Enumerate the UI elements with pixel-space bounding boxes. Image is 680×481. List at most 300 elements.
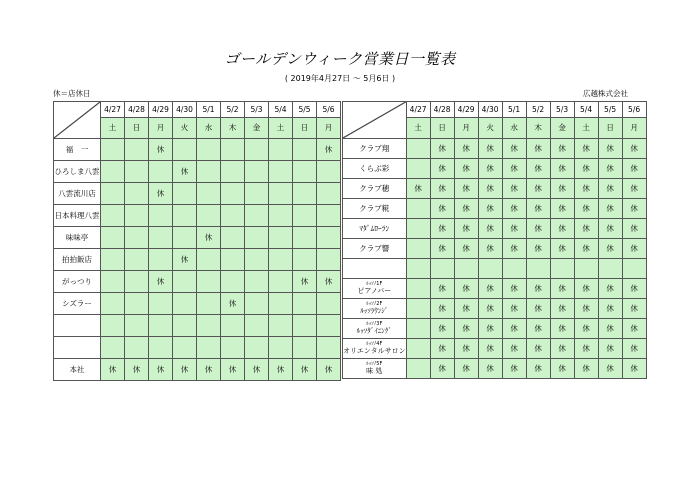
closure-cell: 休 [149,271,173,293]
closure-cell [125,139,149,161]
table-row [54,359,341,381]
shop-name-cell [343,299,407,319]
weekday-header: 土 [574,118,598,139]
closure-cell: 休 [550,159,574,179]
closure-cell: 休 [598,239,622,259]
date-header: 5/5 [293,102,317,118]
closure-cell: 休 [598,159,622,179]
closure-cell [293,227,317,249]
closure-cell [125,183,149,205]
table-row [343,159,647,179]
closure-cell: 休 [454,319,478,339]
closure-cell: 休 [550,179,574,199]
closure-cell: 休 [574,159,598,179]
closure-cell [245,205,269,227]
closure-cell: 休 [598,219,622,239]
closure-cell [197,271,221,293]
right-schedule-table [342,101,647,379]
closure-cell: 休 [430,279,454,299]
shop-floor-label: ﾙｯｿﾉ3F [366,321,383,327]
closure-cell [149,227,173,249]
closure-cell: 休 [574,239,598,259]
closure-cell [454,259,478,279]
closure-cell: 休 [526,319,550,339]
closure-cell: 休 [430,319,454,339]
closure-cell: 休 [430,139,454,159]
closure-cell: 休 [526,359,550,379]
closure-cell [526,259,550,279]
shop-floor-label: ﾙｯｿﾉ1F [366,281,383,287]
closure-cell [269,183,293,205]
table-row [343,199,647,219]
closure-cell [197,249,221,271]
closure-cell: 休 [317,139,341,161]
closure-cell [245,271,269,293]
closure-cell: 休 [149,139,173,161]
closure-cell [245,227,269,249]
closure-cell: 休 [502,339,526,359]
closure-cell [245,293,269,315]
closure-cell [317,249,341,271]
closure-cell: 休 [598,359,622,379]
closure-cell [317,315,341,337]
closure-cell [125,337,149,359]
weekday-header: 土 [406,118,430,139]
closure-cell [269,271,293,293]
date-header: 5/4 [574,102,598,118]
closure-cell [101,161,125,183]
table-row [54,183,341,205]
closure-cell: 休 [478,239,502,259]
table-row [54,249,341,271]
closure-cell [101,293,125,315]
closure-cell: 休 [430,359,454,379]
closure-cell: 休 [454,199,478,219]
closure-cell [293,139,317,161]
closure-cell [197,139,221,161]
closure-cell [293,205,317,227]
closure-cell: 休 [454,159,478,179]
closure-cell: 休 [622,339,646,359]
date-header: 5/1 [502,102,526,118]
closure-cell [245,315,269,337]
closure-cell [173,139,197,161]
table-row [343,359,647,379]
shop-name: 味 処 [366,367,383,375]
closure-cell [269,315,293,337]
closure-cell [197,205,221,227]
closure-cell: 休 [478,299,502,319]
closure-cell: 休 [550,359,574,379]
closure-cell [125,205,149,227]
closure-cell: 休 [550,139,574,159]
closure-cell: 休 [454,219,478,239]
closure-cell: 休 [550,219,574,239]
closure-cell: 休 [502,179,526,199]
closure-cell [317,337,341,359]
table-row [54,337,341,359]
company-name: 広越株式会社 [583,89,628,98]
closure-cell [173,205,197,227]
table-row [343,259,647,279]
closure-cell [245,249,269,271]
closure-cell: 休 [502,239,526,259]
closure-cell: 休 [598,199,622,219]
closure-cell: 休 [454,179,478,199]
date-header: 5/6 [317,102,341,118]
closure-cell: 休 [454,239,478,259]
shop-name: ﾏﾀﾞﾑﾛｰﾗﾝ [343,219,407,239]
closure-cell [317,183,341,205]
date-header: 5/2 [526,102,550,118]
shop-name: がっつり [54,271,101,293]
closure-cell [149,249,173,271]
closure-cell [406,239,430,259]
shop-name: ﾙｯｿﾗｳﾝｼﾞ [360,307,389,315]
closure-cell [269,205,293,227]
closure-cell: 休 [101,359,125,381]
closure-cell [430,259,454,279]
closure-cell [221,139,245,161]
weekday-header: 日 [293,118,317,139]
closure-cell: 休 [622,219,646,239]
closure-cell [197,315,221,337]
weekday-header: 金 [245,118,269,139]
closure-cell [317,205,341,227]
date-header: 4/29 [149,102,173,118]
closure-cell: 休 [526,279,550,299]
closure-cell: 休 [478,279,502,299]
shop-name: 本社 [54,359,101,381]
closure-cell: 休 [125,359,149,381]
closure-cell: 休 [406,179,430,199]
closure-cell: 休 [478,159,502,179]
closure-cell [101,315,125,337]
closure-cell [269,337,293,359]
closure-cell: 休 [502,219,526,239]
closure-cell: 休 [574,319,598,339]
weekday-header: 月 [454,118,478,139]
header-corner-cell [343,102,407,139]
closure-cell [149,205,173,227]
closure-cell: 休 [598,299,622,319]
closure-cell: 休 [502,159,526,179]
shop-name: 日本料理八雲 [54,205,101,227]
closure-cell: 休 [502,319,526,339]
closure-cell: 休 [526,239,550,259]
closure-cell [101,227,125,249]
closure-cell: 休 [317,271,341,293]
table-row [343,339,647,359]
closure-cell: 休 [293,271,317,293]
date-header: 4/29 [454,102,478,118]
shop-name-cell [343,279,407,299]
closure-cell [125,315,149,337]
weekday-header: 日 [125,118,149,139]
closure-cell [221,183,245,205]
shop-name: 八雲流川店 [54,183,101,205]
closure-cell [173,293,197,315]
weekday-header: 月 [317,118,341,139]
table-row [54,205,341,227]
closure-cell: 休 [478,339,502,359]
closure-cell: 休 [430,159,454,179]
shop-floor-label: ﾙｯｿﾉ2F [366,301,383,307]
table-row [343,239,647,259]
date-header: 5/5 [598,102,622,118]
shop-name-cell [343,319,407,339]
closure-cell [101,183,125,205]
shop-name: オリエンタルサロン [343,347,406,355]
closure-cell: 休 [574,339,598,359]
shop-name [54,337,101,359]
weekday-header: 日 [430,118,454,139]
shop-name: シズラー [54,293,101,315]
closure-cell: 休 [622,239,646,259]
shop-name: ピアノバー [357,287,392,295]
legend-note: 休＝店休日 [53,89,91,98]
table-row [343,139,647,159]
closure-cell [197,293,221,315]
table-row [343,279,647,299]
closure-cell: 休 [478,179,502,199]
shop-name: 味味亭 [54,227,101,249]
table-row [54,315,341,337]
closure-cell: 休 [574,299,598,319]
table-row [343,179,647,199]
date-header: 4/28 [125,102,149,118]
weekday-header: 木 [526,118,550,139]
closure-cell: 休 [574,359,598,379]
closure-cell [269,293,293,315]
closure-cell: 休 [478,359,502,379]
closure-cell: 休 [502,279,526,299]
closure-cell [101,139,125,161]
date-header: 5/3 [550,102,574,118]
closure-cell: 休 [526,199,550,219]
date-header: 5/3 [245,102,269,118]
closure-cell: 休 [622,319,646,339]
weekday-header: 日 [598,118,622,139]
closure-cell: 休 [245,359,269,381]
closure-cell [550,259,574,279]
shop-name: 拍拍飯店 [54,249,101,271]
diagonal-line [343,102,406,138]
closure-cell [221,271,245,293]
closure-cell [221,315,245,337]
closure-cell: 休 [149,359,173,381]
closure-cell [406,279,430,299]
closure-cell: 休 [622,179,646,199]
table-row [54,227,341,249]
closure-cell [317,293,341,315]
closure-cell: 休 [622,159,646,179]
table-row [343,319,647,339]
closure-cell: 休 [526,219,550,239]
shop-name [54,315,101,337]
closure-cell: 休 [502,359,526,379]
weekday-header: 月 [622,118,646,139]
closure-cell [173,183,197,205]
closure-cell: 休 [317,359,341,381]
closure-cell: 休 [454,139,478,159]
shop-floor-label: ﾙｯｿﾉ5F [366,361,383,367]
date-header: 4/27 [406,102,430,118]
closure-cell [101,249,125,271]
closure-cell: 休 [622,279,646,299]
date-header: 5/4 [269,102,293,118]
closure-cell: 休 [550,339,574,359]
closure-cell [293,293,317,315]
closure-cell [125,227,149,249]
closure-cell: 休 [430,339,454,359]
weekday-header: 土 [101,118,125,139]
closure-cell [406,339,430,359]
closure-cell [221,227,245,249]
closure-cell [502,259,526,279]
shop-name: クラブ穂 [343,179,407,199]
weekday-header: 木 [221,118,245,139]
weekday-header: 土 [269,118,293,139]
closure-cell: 休 [478,199,502,219]
closure-cell [293,315,317,337]
closure-cell: 休 [550,319,574,339]
closure-cell [622,259,646,279]
closure-cell: 休 [526,139,550,159]
closure-cell [197,337,221,359]
closure-cell [125,293,149,315]
closure-cell: 休 [526,339,550,359]
shop-name: ひろしま八雲 [54,161,101,183]
closure-cell: 休 [149,183,173,205]
closure-cell: 休 [598,279,622,299]
closure-cell [293,161,317,183]
closure-cell [269,227,293,249]
closure-cell: 休 [502,299,526,319]
closure-cell: 休 [622,199,646,219]
closure-cell: 休 [550,279,574,299]
closure-cell [406,219,430,239]
closure-cell [269,249,293,271]
closure-cell [293,249,317,271]
shop-name: 福 一 [54,139,101,161]
date-header: 4/28 [430,102,454,118]
closure-cell [149,293,173,315]
left-schedule-table [53,101,341,381]
closure-cell [245,183,269,205]
table-row [343,219,647,239]
weekday-header: 月 [149,118,173,139]
shop-name: クラブ糀 [343,199,407,219]
shop-name-cell [343,339,407,359]
closure-cell [149,337,173,359]
closure-cell [317,161,341,183]
closure-cell [245,337,269,359]
shop-name: クラブ響 [343,239,407,259]
closure-cell [269,139,293,161]
closure-cell: 休 [502,139,526,159]
diagonal-line [54,102,100,138]
date-header: 5/6 [622,102,646,118]
closure-cell: 休 [430,179,454,199]
closure-cell: 休 [430,239,454,259]
weekday-header: 金 [550,118,574,139]
closure-cell [245,139,269,161]
closure-cell [406,159,430,179]
closure-cell [406,299,430,319]
date-header: 4/30 [478,102,502,118]
closure-cell [406,199,430,219]
closure-cell [574,259,598,279]
shop-name-cell [343,359,407,379]
closure-cell: 休 [478,219,502,239]
shop-name: くらぶ彩 [343,159,407,179]
closure-cell: 休 [598,179,622,199]
closure-cell [101,205,125,227]
closure-cell [197,161,221,183]
closure-cell: 休 [550,239,574,259]
shop-name: クラブ翔 [343,139,407,159]
closure-cell [245,161,269,183]
closure-cell [478,259,502,279]
date-header: 4/30 [173,102,197,118]
closure-cell: 休 [430,199,454,219]
closure-cell [173,227,197,249]
closure-cell [293,337,317,359]
closure-cell: 休 [526,159,550,179]
closure-cell: 休 [173,161,197,183]
closure-cell: 休 [454,359,478,379]
closure-cell [197,183,221,205]
closure-cell [406,139,430,159]
closure-cell: 休 [598,139,622,159]
closure-cell: 休 [598,339,622,359]
closure-cell [125,249,149,271]
closure-cell: 休 [478,139,502,159]
closure-cell [173,337,197,359]
closure-cell [221,249,245,271]
table-row [54,139,341,161]
closure-cell [149,315,173,337]
closure-cell [125,271,149,293]
closure-cell: 休 [526,179,550,199]
closure-cell [406,319,430,339]
closure-cell: 休 [622,359,646,379]
closure-cell: 休 [269,359,293,381]
closure-cell: 休 [574,139,598,159]
table-row [343,299,647,319]
closure-cell [317,227,341,249]
closure-cell: 休 [550,199,574,219]
table-row [54,271,341,293]
closure-cell: 休 [221,359,245,381]
table-row [54,293,341,315]
closure-cell: 休 [574,219,598,239]
shop-floor-label: ﾙｯｿﾉ4F [366,341,383,347]
weekday-header: 火 [173,118,197,139]
closure-cell: 休 [430,299,454,319]
closure-cell: 休 [574,179,598,199]
closure-cell [293,183,317,205]
table-row [54,161,341,183]
closure-cell [221,337,245,359]
date-header: 4/27 [101,102,125,118]
period-subtitle: ( 2019年4月27日 ～ 5月6日 ) [284,74,396,83]
closure-cell [269,161,293,183]
closure-cell [125,161,149,183]
closure-cell [406,359,430,379]
closure-cell [101,337,125,359]
